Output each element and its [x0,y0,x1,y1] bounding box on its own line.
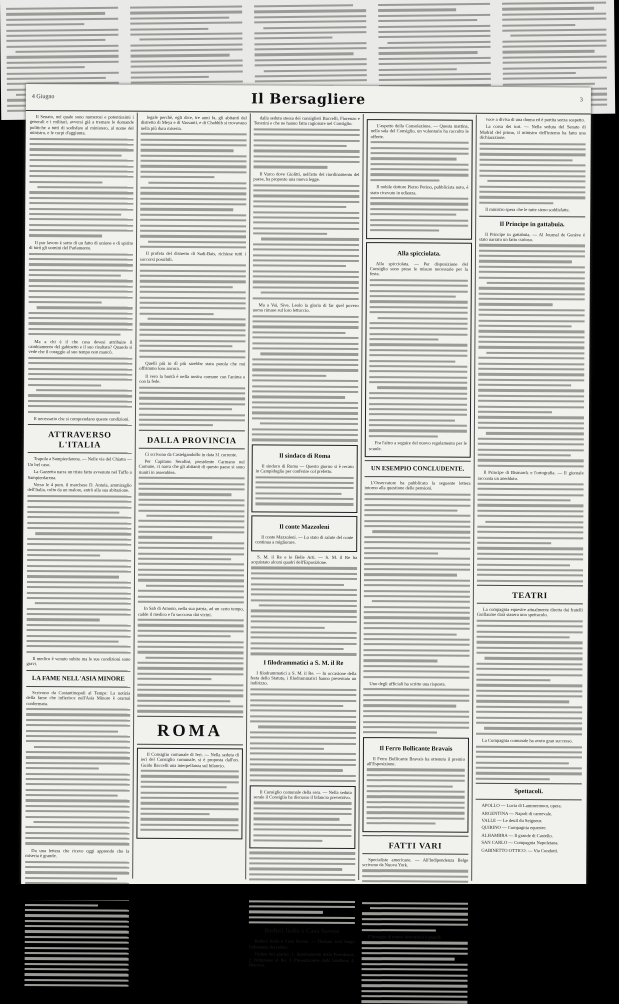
paragraph: S. M. il Re e le Belle Arti. — S. M. il Re ha acquistato alcuni quadri dell'Esposizione. [251,553,358,565]
paragraph: Alla spicciolata. — Per disposizione del Consiglio sono prese le misure necessarie per la festa. [369,260,468,277]
paragraph: L'Osservatore ha pubblicato la seguente lettera intorno alla questione delle pensioni. [364,480,471,491]
paragraph: Il pur lavoro è sotto di un fatto di unione e di spirito di tutti gli uomini del Parlamento. [28,239,134,251]
section-heading-roma: ROMA [157,720,224,741]
paragraph: Ordine del giorno: 1. Insediamento della Presidenza; 2. Istituzione al Re; 3. Presentazione della bandiera; 4. Discorsi. [248,951,355,968]
listing-item: ALHAMBRA — Il grande di Castello. [481,832,553,838]
paragraph: Specialiste americane. — All'Indipendenza Belge scrivono da Nuova York. [362,856,469,868]
column-1 [25,114,134,879]
paragraph: Il ministro spera che le tutte sieno soddisfatte. [485,206,570,213]
article-heading: Il conte Mazzoleni [279,523,330,531]
article-heading: Il sindaco di Roma [279,452,331,460]
paragraph: Il Consiglio comunale della sera. — Nella seduta serale il Consiglio ha discusso il bilancio preventivo. [253,788,352,800]
listing-item: GABINETTO OTTICO. — Via Condotti. [481,847,559,853]
paragraph: Il profeta del distretto di Sadi-Bais, richiese tutti i soccorsi possibili. [139,251,246,262]
paragraph: Ma a chi è il che cosa devesi attribuire il cambiamento del gabinetto e il suo risultato? Quando si vede che il coraggio al suo tempo non mancò. [28,338,133,355]
column-5 [475,117,586,882]
paragraph: Verso le 4 pom. il marchese D. Antola, ammiraglio dell'Italia, colto da un malore, entrò alla sua abitazione. [27,481,132,493]
column-2 [136,115,247,880]
boxed-article [136,748,243,839]
paragraph: Scrivono da Costantinopoli al Temps: La notizia della fame che infierisce nell'Asia Minore è oramai confermata. [26,689,131,706]
paragraph: Il Principe in gattabuia. — Al Journal de Genève è stato narrato un fatto curioso. [479,231,586,243]
section-heading: Spettacoli. [514,788,543,796]
newspaper-title: Il Bersagliere [251,91,366,109]
paragraph: Fra l'altro a seguire del nuovo regolamento per le scuole. [368,440,467,451]
paragraph: voce a divisa di una donna ed è partita senza sospetto. [485,116,585,123]
article-heading: Reduci Italia e Casa Savoia [264,927,340,936]
boxed-article-sindaco [251,444,357,513]
paragraph: Il conte Mazzoleni. — Lo stato di salute del conte continua a migliorare. [255,534,354,545]
boxed-article-consolazione [366,119,473,239]
paragraph: Il Consiglio comunale di Ieri. — Nella seduta di ieri del Consiglio comunale, si è proposta dall'on. Guido Baccelli una interpellanza sul bilancio. [140,751,239,768]
section-heading: TEATRI [512,590,548,601]
paragraph: I filodrammatici a S. M. il Re. — In occasione della festa dello Statuto, i filodrammatici hanno presentato un indirizzo. [250,669,357,686]
section-heading: DALLA PROVINCIA [147,434,237,445]
scan-border [0,884,619,900]
listing-item: APOLLO — Lucia di Lammermoor, opera. [481,802,562,809]
paragraph: La corsa dei tori. — Nella seduta del Senato di Madrid del primo, il ministro dell'interno ha fatto una dichiarazione. [479,124,586,141]
paragraph: E necessario che si comprendano queste condizioni. [33,415,130,422]
paragraph: In Sab di Amonn, nella sua patria, ad un certo tempo, cadde il medico e fu soccorso dai vicini. [137,606,244,617]
listing-item: SAN CARLO — Compagnia Napoletana. [481,839,559,846]
paragraph: Il bisogno di nuove invenzioni è grande. [367,934,442,940]
section-heading: UN ESEMPIO CONCLUDENTE. [371,465,465,473]
section-heading: LA FAME NELL'ASIA MINORE [31,674,125,683]
paragraph: Quelli più in dì più sarebbe stata parola che noi offrimmo loro ancora. [139,360,246,372]
section-heading: FATTI VARI [388,839,443,851]
paragraph: La Gazzetta narra un triste fatto avvenuto nel Tuffo a Sampierdarena. [27,469,132,480]
paragraph: La compagnia equestre attualmente diretta dai fratelli Guillaume darà stasera uno spettacolo. [476,606,583,618]
paragraph: La Compagnia comunale ha avuto gran successo. [481,737,573,744]
paragraph: Trapola a Sampierdarena. — Nelle vie del Chiatto — Un bel caso. [27,456,132,467]
article-heading: Il Ferro Bollicante Bravais [379,744,453,753]
newspaper-page [21,84,591,968]
paragraph: Ma a Vai, Sive, Leolo la gloria di far quel povero uomo rimase sul loro lettuccio. [252,302,359,314]
paragraph: Il Principe di Bismarck e l'ortografia. — Il giornale racconta un aneddoto. [477,469,584,481]
paragraph: dalla seduta stessa dei consiglieri Baccelli, Fiorenzo e Tenerini e che ne hanno fatto ragionare nel Consiglio. [253,115,360,127]
boxed-article-consiglio [249,785,355,849]
paragraph: Il vero la bontà è nella nostra comune con l'anima e con la fede. [139,373,246,385]
boxed-article-spicciolata [365,242,472,458]
paragraph: Il Senato, nel quale sono numerosi e potentissimi i generali e i militari, avversi già a tremare le domande politiche a tutti di sodisfare al ministero, al nome del ministro, e le corpi d'aggiunta. [29,114,134,136]
column-4 [362,116,473,940]
paragraph: Il Varco dove Giolitti, nell'atto del riordinamento del paese, ha proposto una nuova legge. [253,171,360,183]
article-heading: Alla spicciolata. [397,249,441,258]
boxed-article-mazzoleni [251,515,357,551]
page-number: 3 [579,97,583,104]
paragraph: Il sindaco di Roma — Questo giorno si è recato in Campidoglio per conferire col prefetto. [255,463,354,474]
paragraph: Il medico è venuto subito ma le sue condizioni sono gravi. [26,656,131,667]
paragraph: legale perchè, egli dice, tre anni fa, gli abitanti del distretto di Meya e di Vassanti, e di Chabhib si trovavano nella più dura miseria. [140,114,247,131]
paragraph: Il nobile dottore Pietro Perino, pubblicista noto, è stato ricevuto in udienza. [370,184,469,196]
section-heading: ATTRAVERSO L'ITALIA [48,429,112,450]
listing-item: QUIRINO — Compagnia equestre. [481,825,547,831]
paragraph: Per Capitano Serafini, presidente Carmano nel Comune, ci narra che gli abitanti di questo paese si sono riuniti in assemblea. [138,458,245,475]
listing-item: VALLE — Le deuil du Seigneur. [481,817,543,824]
article-heading: I filodrammatici a S. M. il Re [263,659,344,667]
paragraph: Ci scrivono da Castelgandolfo in data 31 corrente. [144,451,238,457]
column-3 [248,115,360,968]
issue-date: 4 Giugno [31,94,55,101]
boxed-advertisement [362,737,469,833]
listing-item: ARGENTINA — Napoli di carnevale. [481,810,553,816]
paragraph: Da una lettera che ricevo oggi apprendo che la miseria è grande. [25,847,130,859]
section-heading: Il Principe in gattabuia. [499,220,565,228]
paragraph: Uno degli ufficiali ha scritto una risposta. [369,680,446,687]
paragraph: L'aspetto della Consolazione. — Questa mattina, nella sala del Consiglio, un volontario ha raccolto le offerte. [370,123,469,140]
masthead [26,88,591,114]
paragraph: Il Ferro Bollicante Bravais ha ottenuto il premio all'Esposizione. [366,755,465,767]
paragraph: Reduci Italia e Casa Savoia. — Domani avrà luogo l'adunanza dei reduci. [248,938,355,950]
